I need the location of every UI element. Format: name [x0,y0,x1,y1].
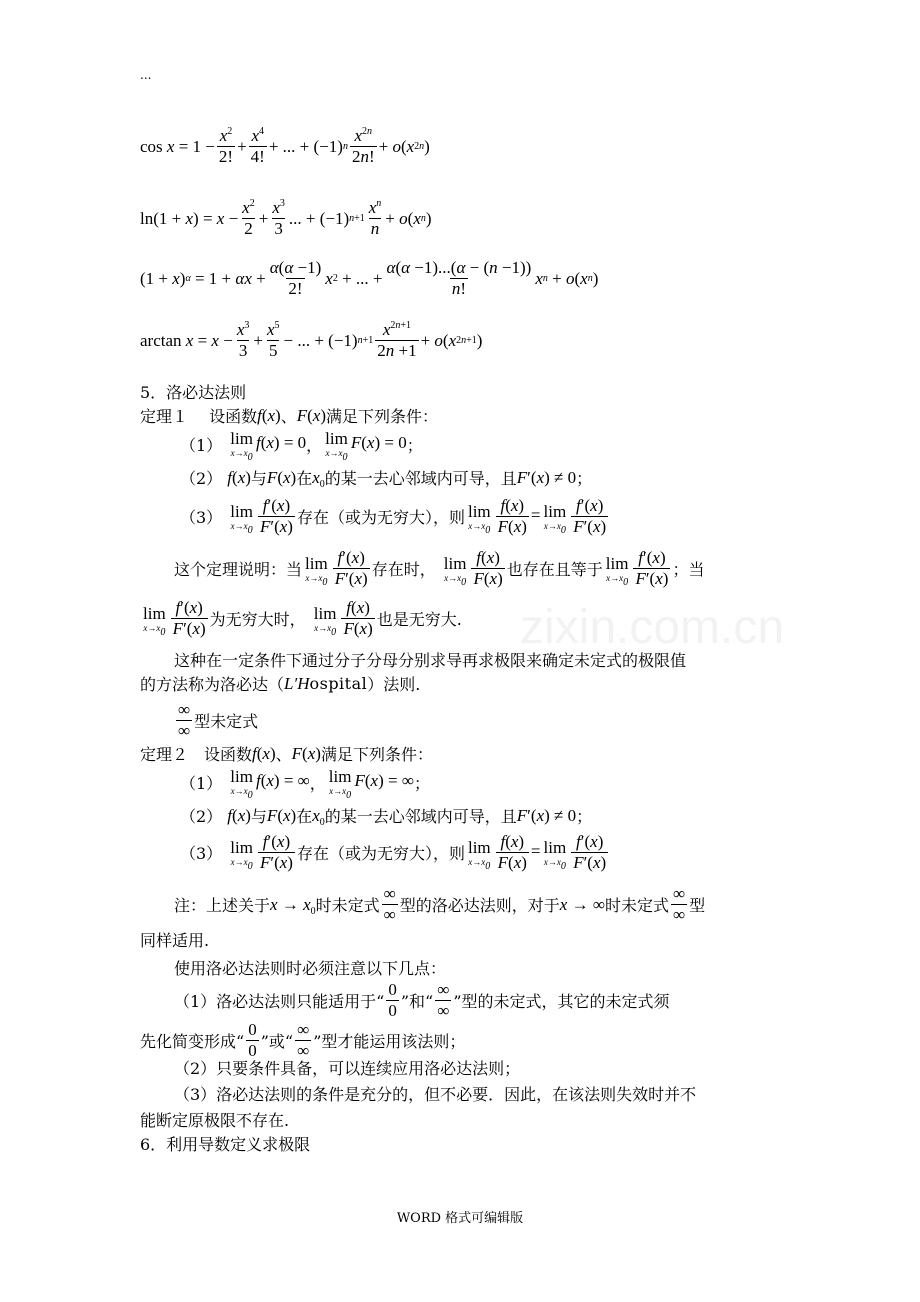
inf-type-heading: $\frac{\infty}{\infty}$ 型未定式 [178,700,259,740]
thm1-cond-2: （2） f(x) 与 F(x) 在 $x_0$ 的某一去心邻域内可导，且 F′(x) ≠ 0 ； [180,467,593,490]
text: 与 [250,807,267,826]
text: 的某一去心邻域内可导，且 [324,469,517,488]
explain-line-2: lim $x\to x_0$ $\frac{f'(x)}{F'(x)}$ 为无穷大时， lim $x\to x_0$ $\frac{f(x)}{F(x)}$ 也是无穷大. [143,598,462,638]
text: 也是无穷大. [376,610,462,629]
text: 存在（或为无穷大），则 [296,844,465,863]
theorem-2: 定理２ 设函数 f(x) 、 F(x) 满足下列条件： [140,743,433,764]
lhospital-name: L′H [284,673,310,693]
formula-binomial: (1 + x ) α = 1 + αx + $\frac{\alpha(\alpha -1)}{2!}$ x 2 + ... + $\frac{\alpha(\alpha -1)...(\alpha - (n -1))}{n!}$ x n + o ( x n ) [140,258,599,298]
text: ”和“ [400,992,434,1011]
theorem-1: 定理１ 设函数 f(x) 、 F(x) 满足下列条件： [140,405,439,426]
point-2: （2）只要条件具备，可以连续应用洛必达法则； [174,1059,521,1078]
cond-number: （2） [180,807,223,826]
watermark: zixin.com.cn [520,601,785,654]
semicolon: ； [413,773,430,793]
text: 满足下列条件： [320,745,433,764]
text: （1）洛必达法则只能适用于“ [174,992,385,1011]
sep: 、 [275,745,292,764]
text: 先化简变形成“ [140,1032,245,1051]
text: 为无穷大时， [209,610,306,629]
section-6-title: 6．利用导数定义求极限 [140,1135,311,1154]
semicolon: ； [406,435,423,455]
text: 存在（或为无穷大），则 [296,508,465,527]
note-line-2: 同样适用. [140,931,210,950]
cond-number: （1） [180,773,223,793]
text: 在 [296,469,313,488]
section-5-title: 5．洛必达法则 [140,383,247,402]
text: ”型的未定式，其它的未定式须 [453,992,670,1011]
comma: ， [309,773,326,793]
lhospital-rest: ospital [309,674,368,693]
thm1-intro: 定理１ 设函数 [140,407,258,426]
text: 在 [296,807,313,826]
text: 的某一去心邻域内可导，且 [324,807,517,826]
header-ellipsis: ... [140,68,152,82]
text: 注：上述关于 [174,896,271,915]
text: 型 [689,896,706,915]
thm2-cond-3: （3） lim $x\to x_0$ $\frac{f'(x)}{F'(x)}$ 存在（或为无穷大），则 lim $x\to x_0$ $\frac{f(x)}{F(x)}$ = lim $x\to x_0$ $\frac{f'(x)}{F'(x)}$ [180,832,607,872]
text: 型未定式 [194,712,259,731]
text: 这个定理说明：当 [174,560,303,579]
point-1-line-1: （1）洛必达法则只能适用于“ $\frac{0}{0}$ ”和“ $\frac{\infty}{\infty}$ ”型的未定式，其它的未定式须 [174,980,670,1020]
point-3-line-2: 能断定原极限不存在. [140,1111,290,1130]
semicolon: ； [576,469,593,488]
text: ”型才能运用该法则； [313,1032,466,1051]
cond-number: （1） [180,435,223,455]
point-1-line-2: 先化简变形成“ $\frac{0}{0}$ ”或“ $\frac{\infty}{\infty}$ ”型才能运用该法则； [140,1020,466,1060]
footer-text: WORD 格式可编辑版 [396,1211,524,1226]
text: 也存在且等于 [506,560,603,579]
explain-line-1: 这个定理说明：当 lim $x\to x_0$ $\frac{f'(x)}{F'(x)}$ 存在时， lim $x\to x_0$ $\frac{f(x)}{F(x)}$ 也存在且等于 lim $x\to x_0$ $\frac{f'(x)}{F'(x)}$ ；当 [174,548,705,588]
cond-number: （2） [180,469,223,488]
point-3-line-1: （3）洛必达法则的条件是充分的，但不必要．因此，在该法则失效时并不 [174,1085,697,1104]
comma: ， [306,435,323,455]
text: 与 [250,469,267,488]
method-para-1: 这种在一定条件下通过分子分母分别求导再求极限来确定未定式的极限值 [174,651,687,670]
cond-number: （3） [180,508,223,527]
method-para-2 [140,672,420,695]
thm1-tail: 满足下列条件： [326,407,439,426]
cond-number: （3） [180,844,223,863]
formula-ln: ln(1 + x ) = x − $\frac{x^2}{2}$ + $\frac{x^3}{3}$ ... + (−1) n+1 $\frac{x^n}{n}$ + o ( x n ) [140,198,432,238]
text: 存在时， [371,560,436,579]
semicolon: ； [576,807,593,826]
thm1-cond-3: （3） lim $x\to x_0$ $\frac{f'(x)}{F'(x)}$ 存在（或为无穷大），则 lim $x\to x_0$ $\frac{f(x)}{F(x)}$ = lim $x\to x_0$ $\frac{f'(x)}{F'(x)}$ [180,496,607,536]
text: ”或“ [260,1032,294,1051]
use-intro: 使用洛必达法则时必须注意以下几点： [174,959,447,978]
text: 时未定式 [315,896,380,915]
text: ；当 [672,560,705,579]
formula-cos: cos x = 1 − $\frac{x^2}{2!}$ + $\frac{x^4}{4!}$ + ... + (−1) n $\frac{x^{2n}}{2n!}$ + o ( x 2n ) [140,126,430,166]
thm2-intro: 定理２ 设函数 [140,745,253,764]
thm2-cond-1: （1） lim $x\to x_0$ f(x) = ∞ ， lim $x\to x_0$ F(x) = ∞ ； [180,767,430,801]
thm1-cond-1: （1） lim $x\to x_0$ f(x) = 0 ， lim $x\to x_0$ F(x) = 0 ； [180,429,423,463]
formula-arctan: arctan x = x − $\frac{x^3}{3}$ + $\frac{x^5}{5}$ − ... + (−1) n+1 $\frac{x^{2n+1}}{2n +1}$ + o ( x 2n+1 ) [140,320,483,360]
text: 的方法称为洛必达（ [140,675,285,694]
text: 型的洛必达法则，对于 [399,896,560,915]
thm2-cond-2: （2） f(x) 与 F(x) 在 $x_0$ 的某一去心邻域内可导，且 F′(x) ≠ 0 ； [180,805,593,828]
sep: 、 [280,407,297,426]
note-line-1: 注：上述关于 $x \to x_0$ 时未定式 $\frac{\infty}{\infty}$ 型的洛必达法则，对于 x → ∞ 时未定式 $\frac{\infty}{\infty}$ 型 [174,884,706,924]
text: ）法则. [367,675,421,694]
text: 时未定式 [604,896,669,915]
